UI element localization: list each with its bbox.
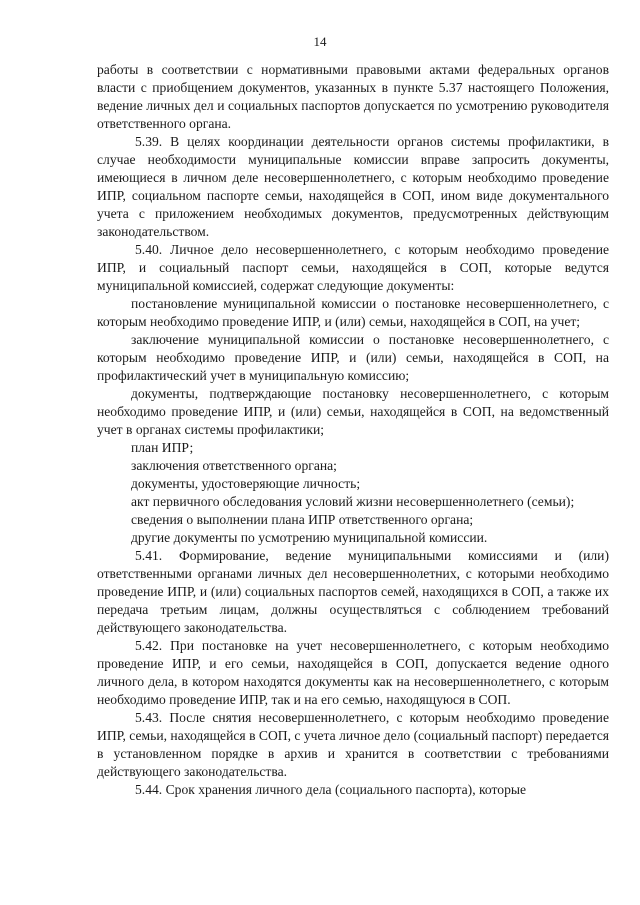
list-item: заключения ответственного органа;: [131, 458, 337, 473]
paragraph: 5.41. Формирование, ведение муниципальными комиссиями и (или) ответственными органами личных дел несовершеннолетних, с которыми необходимо проведение ИПР, и (или) социальных паспортов семей, находящихся в СОП, а также их передача третьим лицам, должны осуществляться с соблюдением требований действующего законодательства.: [97, 548, 609, 635]
list-item: план ИПР;: [131, 440, 194, 455]
list-item: постановление муниципальной комиссии о постановке несовершеннолетнего, с которым необходимо проведение ИПР, и (или) семьи, находящейся в СОП, на учет;: [97, 296, 609, 329]
paragraph: 5.42. При постановке на учет несовершеннолетнего, с которым необходимо проведение ИПР, и его семьи, находящейся в СОП, допускается ведение одного личного дела, в котором находятся документы как на несовершеннолетнего, с которым необходимо проведение ИПР, так и на его семью, находящуюся в СОП.: [97, 638, 609, 707]
paragraph: 5.43. После снятия несовершеннолетнего, с которым необходимо проведение ИПР, семьи, находящейся в СОП, с учета личное дело (социальный паспорт) передается в установленном порядке в архив и хранится в соответствии с требованиями действующего законодательства.: [97, 710, 609, 779]
list-item: акт первичного обследования условий жизни несовершеннолетнего (семьи);: [131, 494, 575, 509]
list-item: документы, удостоверяющие личность;: [131, 476, 361, 491]
paragraph: 5.44. Срок хранения личного дела (социального паспорта), которые: [135, 782, 527, 797]
list-item: другие документы по усмотрению муниципальной комиссии.: [131, 530, 488, 545]
page-number: 14: [313, 34, 327, 49]
document-body: [97, 61, 609, 799]
list-item: документы, подтверждающие постановку несовершеннолетнего, с которым необходимо проведение ИПР, и (или) семьи, находящейся в СОП, на ведомственный учет в органах системы профилактики;: [97, 386, 609, 437]
paragraph: работы в соответствии с нормативными правовыми актами федеральных органов власти с приобщением документов, указанных в пункте 5.37 настоящего Положения, ведение личных дел и социальных паспортов допускается по усмотрению руководителя ответственного органа.: [97, 62, 609, 131]
paragraph: 5.39. В целях координации деятельности органов системы профилактики, в случае необходимости муниципальные комиссии вправе запросить документы, имеющиеся в личном деле несовершеннолетнего, с которым необходимо проведение ИПР, социальном паспорте семьи, находящейся в СОП, ином виде документального учета с приложением необходимых документов, предусмотренных действующим законодательством.: [97, 134, 609, 239]
paragraph: 5.40. Личное дело несовершеннолетнего, с которым необходимо проведение ИПР, и социальный паспорт семьи, находящейся в СОП, которые ведутся муниципальной комиссией, содержат следующие документы:: [97, 242, 609, 293]
list-item: заключение муниципальной комиссии о постановке несовершеннолетнего, с которым необходимо проведение ИПР, и (или) семьи, находящейся в СОП, на профилактический учет в муниципальную комиссию;: [97, 332, 609, 383]
list-item: сведения о выполнении плана ИПР ответственного органа;: [131, 512, 474, 527]
